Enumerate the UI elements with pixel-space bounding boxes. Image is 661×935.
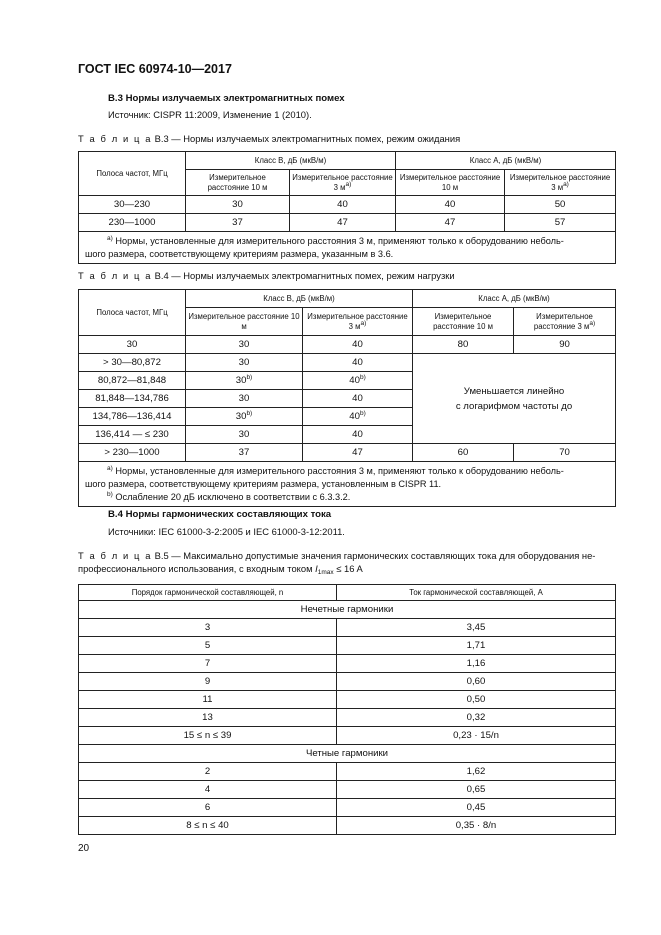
document-header: ГОСТ IEC 60974-10—2017 [78,62,232,76]
table-b4-merged-note: Уменьшается линейно с логарифмом частоты до [413,354,616,444]
table-b4-caption [78,270,455,281]
table-cell: 40 [303,336,413,354]
table-row [79,619,616,637]
table-cell: 4 [79,781,337,799]
table-b3-caption-prefix: Т а б л и ц а [78,133,153,144]
table-cell: 47 [290,214,396,232]
table-b4-header-b-3m: Измерительное расстояние 3 $м^{a)}$ [303,308,413,336]
table-b3-header-a-10m: Измерительное расстояние 10 м [396,170,505,196]
note-b-text: Ослабление 20 дБ исключено в соответствии с 6.3.3.2. [112,492,351,502]
table-b3-header-b-10m: Измерительное расстояние 10 м [186,170,290,196]
table-cell: 60 [413,444,514,462]
table-cell: 30 [186,426,303,444]
section-b3-heading: B.3 Нормы излучаемых электромагнитных помех [108,93,345,104]
table-b3-header-band: Полоса частот, МГц [79,152,186,196]
table-cell: 8 ≤ n ≤ 40 [79,817,337,835]
table-row [79,655,616,673]
table-cell: 40 [303,426,413,444]
table-cell: 90 [514,336,616,354]
table-b5-odd-title: Нечетные гармоники [79,601,616,619]
table-row [79,763,616,781]
table-cell: 0,60 [337,673,616,691]
table-b4-header-b-10m: Измерительное расстояние 10 м [186,308,303,336]
table-cell: 30 [186,354,303,372]
table-b3-header-class-a: Класс A, дБ (мкВ/м) [396,152,616,170]
table-row [79,691,616,709]
note-a-line1: Нормы, установленные для измерительного расстояния 3 м, применяют только к оборудованию неболь- [112,236,564,246]
note-a-mark: a) [345,180,352,188]
table-row [79,336,616,354]
table-cell: 0,32 [337,709,616,727]
table-row [79,799,616,817]
table-b5-even-title: Четные гармоники [79,745,616,763]
table-cell: 40 [290,196,396,214]
table-cell: 30—230 [79,196,186,214]
table-b5-header-order: Порядок гармонической составляющей, n [79,585,337,601]
section-b4-heading: B.4 Нормы гармонических составляющих тока [108,509,332,520]
table-cell: 50 [505,196,616,214]
table-cell: 230—1000 [79,214,186,232]
table-cell: 0,45 [337,799,616,817]
table-cell: 30 [186,336,303,354]
table-cell: 30 [186,196,290,214]
table-cell: 0,50 [337,691,616,709]
table-cell: 136,414 — ≤ 230 [79,426,186,444]
note-b-mark: b) [107,491,113,498]
table-cell: 40$^{b)}$ [303,372,413,390]
table-cell: 80 [413,336,514,354]
table-cell: 15 ≤ n ≤ 39 [79,727,337,745]
table-cell: 13 [79,709,337,727]
table-b5-caption-line1: B.5 — Максимально допустимые значения гармонических составляющих тока для оборудования не- [152,550,596,561]
table-cell: 1,62 [337,763,616,781]
table-b5-caption-line2: профессионального использования, с входным током [78,563,316,574]
table-cell: 30$^{b)}$ [186,372,303,390]
table-cell: 81,848—134,786 [79,390,186,408]
table-b4-header-class-b: Класс B, дБ (мкВ/м) [186,290,413,308]
table-b4-header-band: Полоса частот, МГц [79,290,186,336]
table-b3-caption [78,133,460,144]
table-cell: 30 [79,336,186,354]
table-cell: 6 [79,799,337,817]
table-b3-caption-text: B.3 — Нормы излучаемых электромагнитных помех, режим ожидания [152,133,461,144]
table-cell: 37 [186,214,290,232]
table-cell: 47 [396,214,505,232]
table-cell: 30$^{b)}$ [186,408,303,426]
table-cell: 0,65 [337,781,616,799]
note-a-line1: Нормы, установленные для измерительного расстояния 3 м, применяют только к оборудованию неболь- [112,466,564,476]
table-cell: 2 [79,763,337,781]
table-row [79,817,616,835]
table-cell: 40 [303,390,413,408]
table-row [79,637,616,655]
table-b4-header-a-10m: Измерительное расстояние 10 м [413,308,514,336]
note-a-line2: шого размера, соответствующему критериям размера, установленным в CISPR 11. [85,479,442,489]
table-b3-note [79,232,616,264]
section-b4-source: Источники: IEC 61000-3-2:2005 и IEC 61000-3-12:2011. [108,526,345,537]
table-cell: 3 [79,619,337,637]
table-b5-caption-prefix: Т а б л и ц а [78,550,153,561]
note-a-mark: a) [360,319,367,327]
note-a-line2: шого размера, соответствующему критериям размера, указанным в 3.6. [85,249,394,259]
table-b3-header-a-3m: Измерительное расстояние 3 $м^{a)}$ [505,170,616,196]
table-b5-header-current: Ток гармонической составляющей, А [337,585,616,601]
table-cell: 7 [79,655,337,673]
table-cell: 37 [186,444,303,462]
page-number: 20 [78,843,90,854]
table-cell: 0,23 · 15/n [337,727,616,745]
table-cell: 3,45 [337,619,616,637]
table-cell: 57 [505,214,616,232]
table-row [79,727,616,745]
table-cell: 40 [303,354,413,372]
table-cell: > 230—1000 [79,444,186,462]
note-a-mark: a) [107,465,113,472]
table-cell: > 30—80,872 [79,354,186,372]
table-cell: 40 [396,196,505,214]
table-cell: 134,786—136,414 [79,408,186,426]
table-row [79,354,616,372]
table-cell: 1,71 [337,637,616,655]
table-b4-header-class-a: Класс A, дБ (мкВ/м) [413,290,616,308]
table-row [79,673,616,691]
table-b5 [78,584,616,835]
table-row [79,781,616,799]
table-row [79,444,616,462]
table-cell: 11 [79,691,337,709]
table-b4-header-a-3m: Измерительное расстояние 3 $м^{a)}$ [514,308,616,336]
table-b4-caption-prefix: Т а б л и ц а [78,270,153,281]
table-cell: 0,35 · 8/n [337,817,616,835]
table-cell: 40$^{b)}$ [303,408,413,426]
table-b4 [78,289,616,507]
table-row [79,709,616,727]
table-b3-header-b-3m: Измерительное расстояние 3 $м^{a)}$ [290,170,396,196]
table-b3-header-class-b: Класс B, дБ (мкВ/м) [186,152,396,170]
table-b4-caption-text: B.4 — Нормы излучаемых электромагнитных помех, режим нагрузки [152,270,455,281]
table-cell: 70 [514,444,616,462]
note-a-mark: a) [107,235,113,242]
note-a-mark: a) [563,180,569,188]
section-b3-source: Источник: CISPR 11:2009, Изменение 1 (2010). [108,109,312,120]
table-b3 [78,151,616,264]
note-a-mark: a) [589,319,596,327]
table-cell: 9 [79,673,337,691]
table-b4-note [79,462,616,507]
table-cell: 80,872—81,848 [79,372,186,390]
table-cell: 47 [303,444,413,462]
table-cell: 5 [79,637,337,655]
table-row [79,214,616,232]
table-cell: 1,16 [337,655,616,673]
table-row [79,196,616,214]
table-cell: 30 [186,390,303,408]
table-b5-caption: Т а б л и ц а B.5 — Максимально допустимые значения гармонических составляющих тока для оборудования не- профессионального использования, с входным током $I_{1max} \le 16$ A [78,550,596,576]
